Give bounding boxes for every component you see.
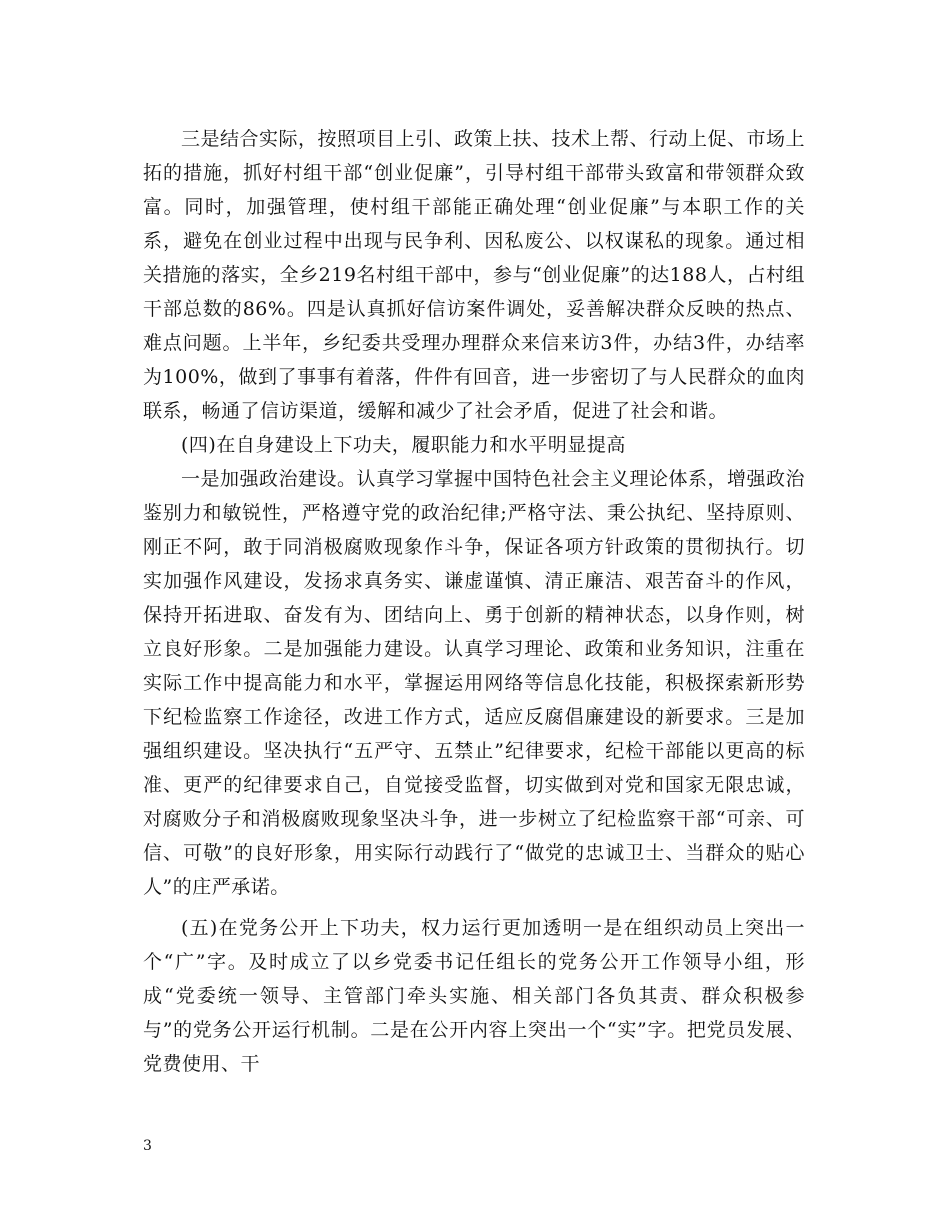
section-heading-self-construction: (四)在自身建设上下功夫，履职能力和水平明显提高: [181, 434, 626, 456]
paragraph-self-construction: 一是加强政治建设。认真学习掌握中国特色社会主义理论体系，增强政治鉴别力和敏锐性，严格遵守党的政治纪律;严格守法、秉公执纪、坚持原则、刚正不阿，敢于同消极腐败现象作斗争，保证各项方针政策的贯彻执行。切实加强作风建设，发扬求真务实、谦虚谨慎、清正廉洁、艰苦奋斗的作风，保持开拓进取、奋发有为、团结向上、勇于创新的精神状态，以身作则，树立良好形象。二是加强能力建设。认真学习理论、政策和业务知识，注重在实际工作中提高能力和水平，掌握运用网络等信息化技能，积极探索新形势下纪检监察工作途径，改进工作方式，适应反腐倡廉建设的新要求。三是加强组织建设。坚决执行“五严守、五禁止”纪律要求，纪检干部能以更高的标准、更严的纪律要求自己，自觉接受监督，切实做到对党和国家无限忠诚，对腐败分子和消极腐败现象坚决斗争，进一步树立了纪检监察干部“可亲、可信、可敬”的良好形象，用实际行动践行了“做党的忠诚卫士、当群众的贴心人”的庄严承诺。: [143, 468, 806, 898]
page-number: 3: [143, 1138, 152, 1154]
paragraph-village-cadres: 三是结合实际，按照项目上引、政策上扶、技术上帮、行动上促、市场上拓的措施，抓好村组干部“创业促廉”，引导村组干部带头致富和带领群众致富。同时，加强管理，使村组干部能正确处理“创业促廉”与本职工作的关系，避免在创业过程中出现与民争利、因私废公、以权谋私的现象。通过相关措施的落实，全乡219名村组干部中，参与“创业促廉”的达188人，占村组干部总数的86%。四是认真抓好信访案件调处，妥善解决群众反映的热点、难点问题。上半年，乡纪委共受理办理群众来信来访3件，办结3件，办结率为100%，做到了事事有着落，件件有回音，进一步密切了与人民群众的血肉联系，畅通了信访渠道，缓解和减少了社会矛盾，促进了社会和谐。: [143, 128, 806, 422]
document-body: [143, 122, 805, 1081]
paragraph-party-affairs-openness: (五)在党务公开上下功夫，权力运行更加透明一是在组织动员上突出一个“广”字。及时成立了以乡党委书记任组长的党务公开工作领导小组，形成“党委统一领导、主管部门牵头实施、相关部门各负其责、群众积极参与”的党务公开运行机制。二是在公开内容上突出一个“实”字。把党员发展、党费使用、干: [143, 917, 805, 1075]
